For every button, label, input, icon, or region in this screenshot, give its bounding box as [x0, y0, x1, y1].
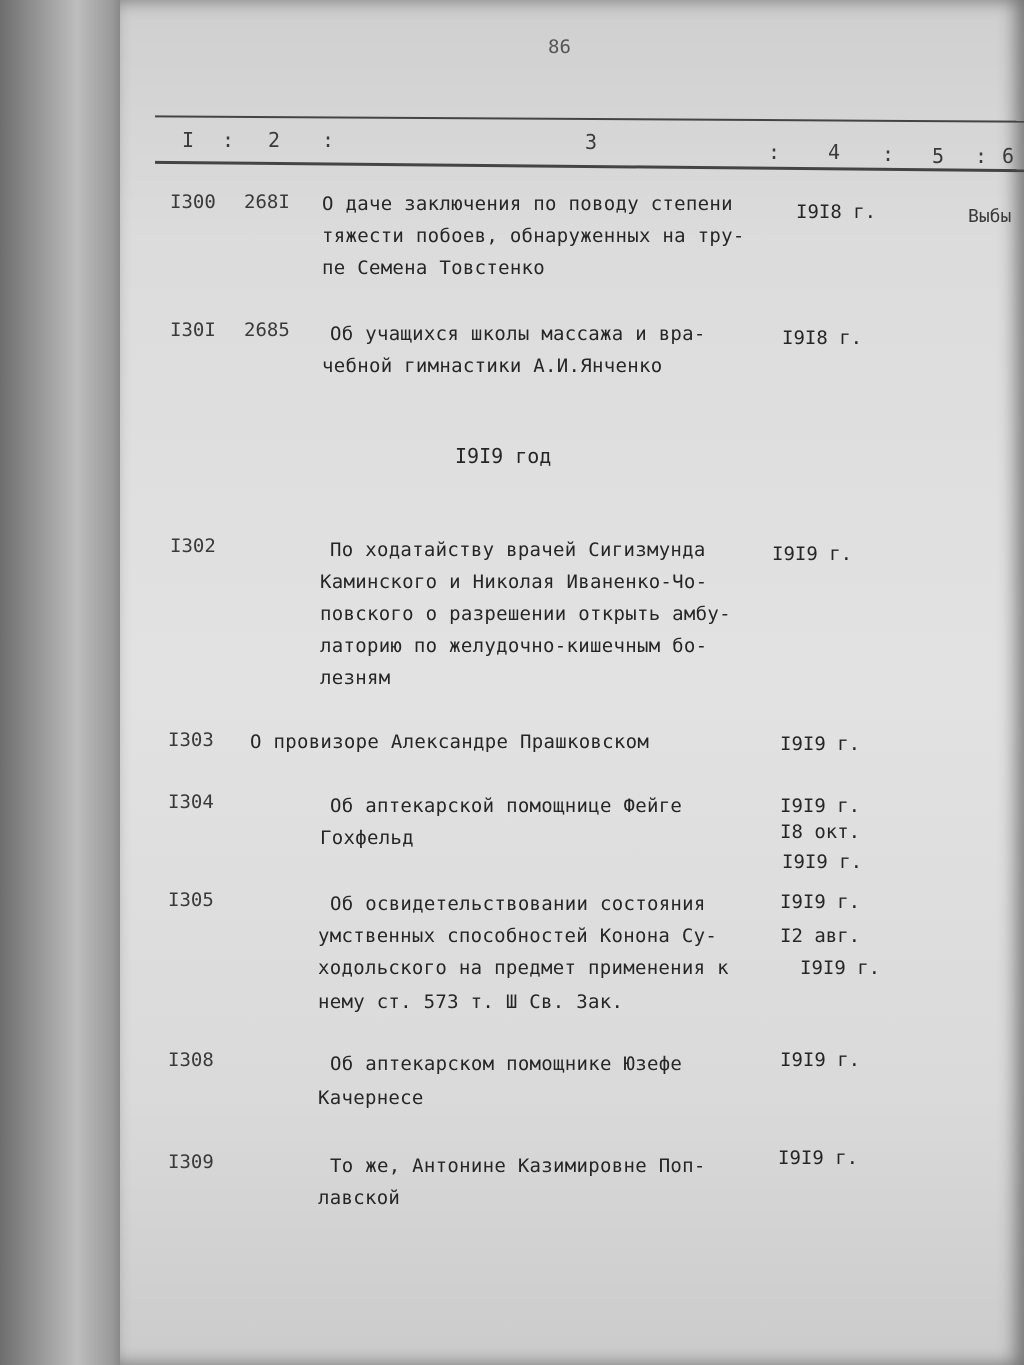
year-heading: I9I9 год	[455, 444, 552, 468]
margin-note: Выбы	[968, 206, 1012, 227]
entry-text-line: Об аптекарском помощнике Юзефе	[330, 1053, 683, 1075]
entry-text-line: О провизоре Александре Прашковском	[250, 731, 650, 753]
entry-number: I30I	[170, 319, 216, 341]
column-header-4: 4	[828, 140, 841, 164]
entry-date: I8 окт.	[780, 821, 861, 843]
entry-date: I9I9 г.	[780, 1049, 861, 1071]
entry-text-line: Качернесе	[318, 1087, 424, 1109]
column-separator: :	[222, 128, 235, 152]
entry-text-line: То же, Антонине Казимировне Поп-	[330, 1155, 706, 1177]
entry-number: I303	[168, 729, 214, 751]
entry-text-line: лавской	[318, 1187, 401, 1209]
column-separator: :	[322, 128, 335, 152]
entry-text-line: умственных способностей Конона Су-	[318, 925, 718, 947]
column-header-6: 6	[1002, 144, 1015, 168]
column-separator: :	[975, 144, 988, 168]
entry-text-line: лезням	[320, 667, 391, 689]
column-separator: :	[768, 140, 781, 164]
column-separator: :	[882, 142, 895, 166]
entry-number: I300	[170, 191, 216, 213]
entry-text-line: латорию по желудочно-кишечным бо-	[320, 635, 708, 657]
entry-date: I9I9 г.	[778, 1147, 859, 1169]
page-number: 86	[548, 36, 571, 58]
entry-text-line: Каминского и Николая Иваненко-Чо-	[320, 571, 708, 593]
entry-number: I304	[168, 791, 214, 813]
column-header-1: I	[182, 128, 195, 152]
entry-text-line: чебной гимнастики А.И.Янченко	[322, 355, 663, 377]
entry-number: I305	[168, 889, 214, 911]
entry-text-line: повского о разрешении открыть амбу-	[320, 603, 731, 625]
entry-number: I308	[168, 1049, 214, 1071]
column-header-5: 5	[932, 144, 945, 168]
entry-date: I9I9 г.	[780, 891, 861, 913]
entry-number: I309	[168, 1151, 214, 1173]
entry-text-line: По ходатайству врачей Сигизмунда	[330, 539, 706, 561]
entry-date: I9I9 г.	[772, 543, 853, 565]
previous-page-strip	[0, 0, 140, 1365]
entry-text-line: О даче заключения по поводу степени	[322, 193, 733, 215]
entry-text-line: тяжести побоев, обнаруженных на тру-	[322, 225, 745, 247]
entry-date: I9I8 г.	[782, 327, 863, 349]
entry-code: 268I	[244, 191, 290, 213]
entry-text-line: нему ст. 573 т. Ш Св. Зак.	[318, 991, 624, 1013]
entry-text-line: ходольского на предмет применения к	[318, 957, 729, 979]
entry-text-line: Гохфельд	[320, 827, 414, 849]
entry-date: I9I9 г.	[800, 957, 881, 979]
entry-date: I9I9 г.	[782, 851, 863, 873]
entry-code: 2685	[244, 319, 290, 341]
column-header-2: 2	[268, 128, 281, 152]
entry-text-line: Об освидетельствовании состояния	[330, 893, 706, 915]
entry-text-line: пе Семена Товстенко	[322, 257, 546, 279]
entry-date: I2 авг.	[780, 925, 861, 947]
column-header-3: 3	[585, 130, 598, 154]
entry-number: I302	[170, 535, 216, 557]
entry-date: I9I9 г.	[780, 795, 861, 817]
entry-date: I9I9 г.	[780, 733, 861, 755]
entry-text-line: Об учащихся школы массажа и вра-	[330, 323, 706, 345]
entry-text-line: Об аптекарской помощнице Фейге	[330, 795, 683, 817]
entry-date: I9I8 г.	[796, 201, 877, 223]
